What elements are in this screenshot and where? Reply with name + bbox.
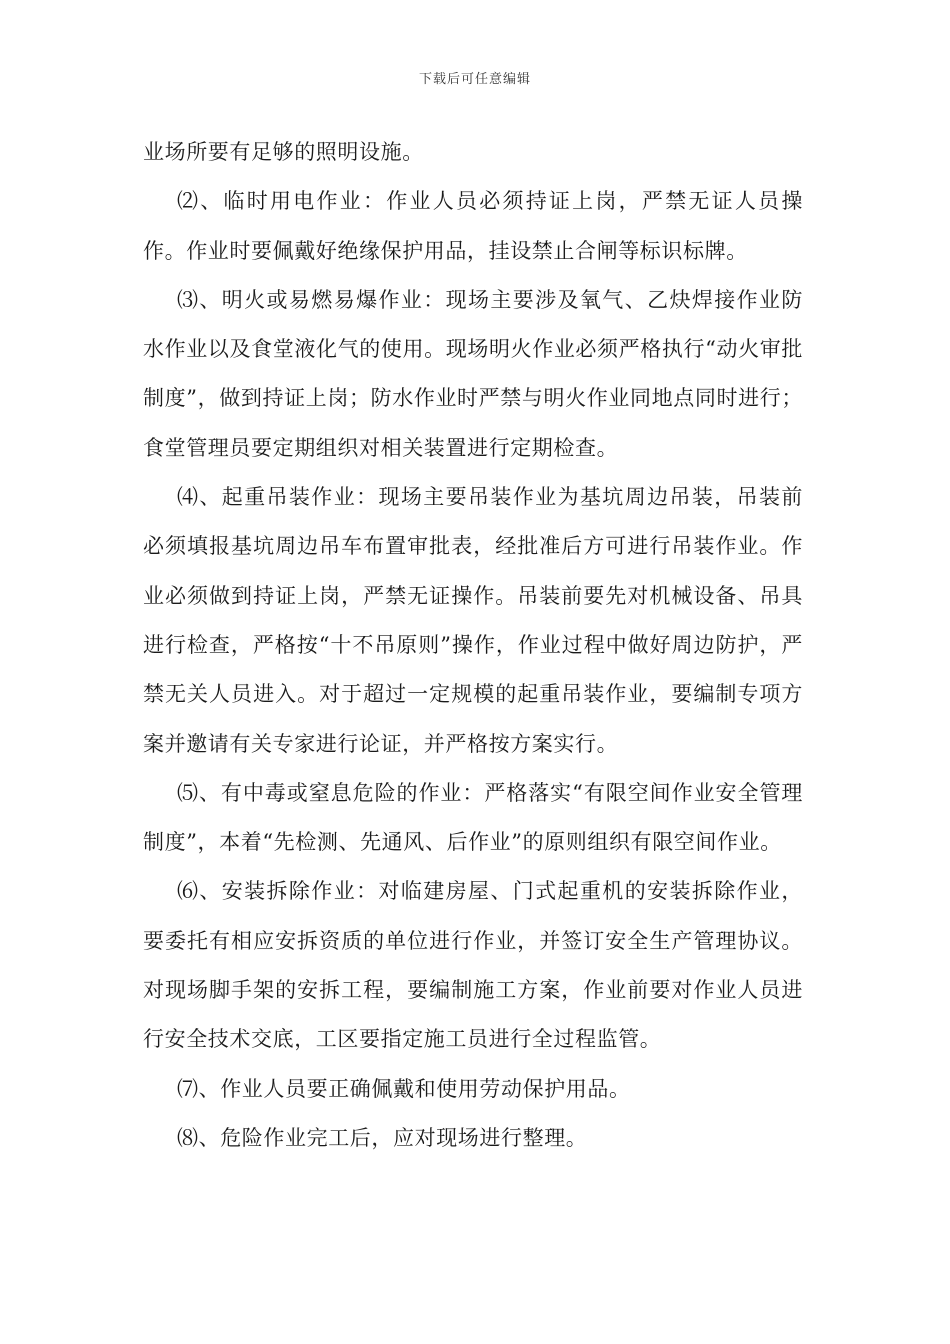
paragraph-lifting-work: ⑷、起重吊装作业：现场主要吊装作业为基坑周边吊装，吊装前必须填报基坑周边吊车布置审批表，经批准后方可进行吊装作业。作业必须做到持证上岗，严禁无证操作。吊装前要先对机械设备、吊具进行检查，严格按“十不吊原则”操作，作业过程中做好周边防护，严禁无关人员进入。对于超过一定规模的起重吊装作业，要编制专项方案并邀请有关专家进行论证，并严格按方案实行。 (143, 485, 803, 756)
page-header: 下载后可任意编辑 (418, 72, 531, 87)
paragraph-site-cleanup: ⑻、危险作业完工后，应对现场进行整理。 (177, 1125, 588, 1150)
paragraph-continuation: 业场所要有足够的照明设施。 (143, 140, 424, 164)
paragraph-protective-equipment: ⑺、作业人员要正确佩戴和使用劳动保护用品。 (177, 1076, 631, 1101)
paragraph-toxic-asphyxiation-work: ⑸、有中毒或窒息危险的作业：严格落实“有限空间作业安全管理制度”，本着“先检测、先通风、后作业”的原则组织有限空间作业。 (143, 780, 803, 855)
paragraph-installation-removal-work: ⑹、安装拆除作业：对临建房屋、门式起重机的安装拆除作业，要委托有相应安拆资质的单位进行作业，并签订安全生产管理协议。对现场脚手架的安拆工程，要编制施工方案，作业前要对作业人员进行安全技术交底，工区要指定施工员进行全过程监管。 (143, 879, 803, 1052)
paragraph-open-fire-work: ⑶、明火或易燃易爆作业：现场主要涉及氧气、乙炔焊接作业防水作业以及食堂液化气的使用。现场明火作业必须严格执行“动火审批制度”，做到持证上岗；防水作业时严禁与明火作业同地点同时进行；食堂管理员要定期组织对相关装置进行定期检查。 (143, 287, 803, 460)
paragraph-temporary-electricity: ⑵、临时用电作业：作业人员必须持证上岗，严禁无证人员操作。作业时要佩戴好绝缘保护用品，挂设禁止合闸等标识标牌。 (143, 189, 803, 263)
document-body (143, 128, 803, 1163)
